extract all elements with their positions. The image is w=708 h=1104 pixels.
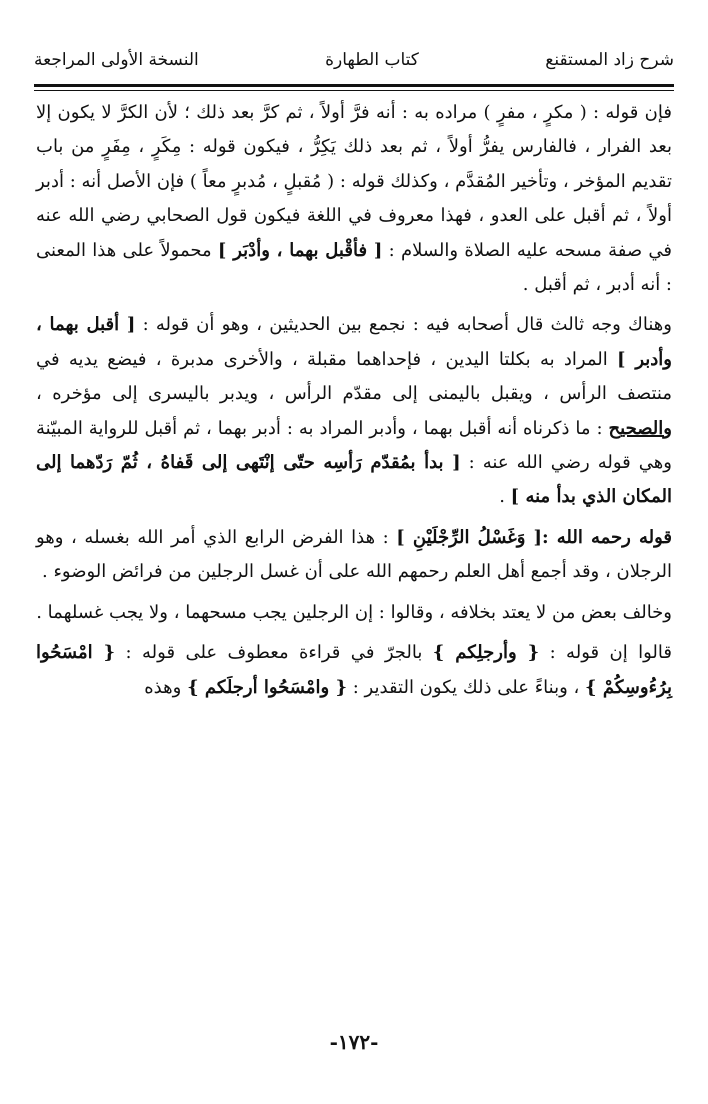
hadith-quote: [ بدأ بمُقدّم رَأسِه حتّى إنْتَهى إلى قَفاهُ ، ثُمّ رَدّهما إلى المكان الذي بدأ منه ] — [36, 452, 672, 508]
paragraph-1: فإن قوله : ( مكرٍ ، مفرٍ ) مراده به : أنه فرَّ أولاً ، ثم كرَّ بعد ذلك ؛ لأن الكرَّ لا يكون إلا بعد الفرار ، فالفارس يفرُّ أولاً ، ثم بعد ذلك يَكِرُّ ، فيكون قوله : مِكَرٍ ، مِفَرٍ من باب تقديم المؤخر ، وتأخير المُقدَّم ، وكذلك قوله : ( مُقبلٍ ، مُدبرٍ معاً ) فإن الأصل أنه : أدبر أولاً ، ثم أقبل على العدو ، فهذا معروف في اللغة فيكون قول الصحابي رضي الله عنه في صفة مسحه عليه الصلاة والسلام : [ فأقْبل بهما ، وأدْبَر ] محمولاً على هذا المعنى : أنه أدبر ، ثم أقبل . — [36, 102, 672, 296]
paragraph-3: قوله رحمه الله :[ وَغَسْلُ الرِّجْلَيْنِ ] : هذا الفرض الرابع الذي أمر الله بغسله ، وهو الرجلان ، وقد أجمع أهل العلم رحمهم الله على أن غسل الرجلين من فرائض الوضوء . — [36, 526, 672, 583]
paragraph-4: وخالف بعض من لا يعتد بخلافه ، وقالوا : إن الرجلين يجب مسحهما ، ولا يجب غسلهما . — [36, 601, 672, 623]
body-text — [36, 96, 672, 711]
header-chapter: كتاب الطهارة — [325, 50, 419, 70]
hadith-quote: [ فأقْبل بهما ، وأدْبَر ] — [217, 239, 383, 261]
page-number: -١٧٢- — [329, 1030, 379, 1054]
underlined-keyword: والصحيح — [608, 417, 672, 439]
paragraph-5: قالوا إن قوله : { وأرجلِكم } بالجرّ في قراءة معطوف على قوله : { امْسَحُوا بِرُءُوسِكُمْ } ، وبناءً على ذلك يكون التقدير : { وامْسَحُوا أرجلَكم } وهذه — [36, 642, 672, 698]
quran-quote: { وامْسَحُوا أرجلَكم } — [187, 676, 348, 698]
matn-quote: قوله رحمه الله :[ وَغَسْلُ الرِّجْلَيْنِ ] — [396, 526, 672, 548]
quran-quote: { وأرجلِكم } — [432, 642, 540, 664]
hadith-quote: [ أقبل بهما ، وأدبر ] — [36, 314, 672, 370]
header-rule-thin — [34, 90, 674, 91]
header-rule-thick — [34, 84, 674, 87]
header-book-title: شرح زاد المستقنع — [545, 50, 674, 70]
header-edition: النسخة الأولى المراجعة — [34, 50, 199, 70]
running-header — [34, 42, 674, 78]
paragraph-2: وهناك وجه ثالث قال أصحابه فيه : نجمع بين الحديثين ، وهو أن قوله : [ أقبل بهما ، وأدبر ] المراد به بكلتا اليدين ، فإحداهما مقبلة ، والأخرى مدبرة ، فيضع يديه في منتصف الرأس ، ويقبل باليمنى إلى مقدّم الرأس ، ويدبر باليسرى إلى مؤخره ، والصحيح : ما ذكرناه أنه أقبل بهما ، وأدبر المراد به : أدبر بهما ، ثم أقبل للرواية المبيّنة وهي قوله رضي الله عنه : [ بدأ بمُقدّم رَأسِه حتّى إنْتَهى إلى قَفاهُ ، ثُمّ رَدّهما إلى المكان الذي بدأ منه ] . — [36, 314, 672, 508]
quran-quote: { امْسَحُوا بِرُءُوسِكُمْ } — [36, 642, 672, 698]
